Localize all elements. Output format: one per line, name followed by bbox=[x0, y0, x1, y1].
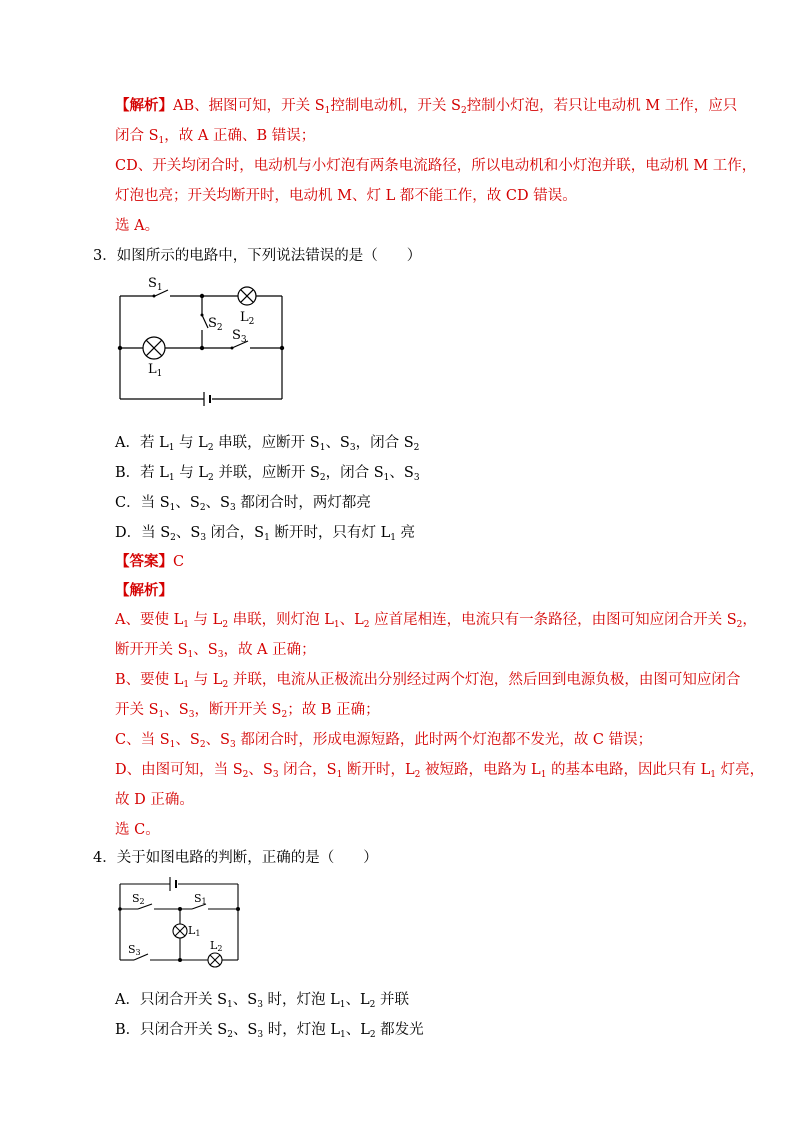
prev-analysis-line-4: 灯泡也亮；开关均断开时，电动机 M、灯 L 都不能工作，故 CD 错误。 bbox=[115, 188, 577, 204]
label-s2: S2 bbox=[132, 892, 145, 906]
q3-circuit-diagram bbox=[110, 275, 300, 415]
q3-option-b[interactable]: B．若 $L_1$ 与 $L_2$ 并联，应断开 $S_2$，闭合 $S_1$、$S_3$ bbox=[115, 465, 420, 483]
lamp-l1-icon bbox=[173, 924, 187, 938]
q3-option-d[interactable]: D．当 $S_2$、$S_3$ 闭合，$S_1$ 断开时，只有灯 $L_1$ 亮 bbox=[115, 525, 416, 543]
q3-answer: 【答案】C bbox=[115, 553, 185, 570]
q3-explain-d-2: 故 D 正确。 bbox=[115, 792, 194, 808]
label-s3: S3 bbox=[128, 943, 141, 957]
prev-analysis-line-3: CD、开关均闭合时，电动机与小灯泡有两条电流路径，所以电动机和小灯泡并联，电动机 M 工作， bbox=[115, 158, 757, 174]
question-4-stem: 4．关于如图电路的判断，正确的是（ ） bbox=[93, 850, 378, 866]
label-l2: L2 bbox=[210, 939, 223, 953]
q3-explain-a-2: 断开开关 $S_1$、$S_3$，故 A 正确； bbox=[115, 642, 316, 660]
q3-explain-c: C、当 $S_1$、$S_2$、$S_3$ 都闭合时，形成电源短路，此时两个灯泡都不发光，故 C 错误； bbox=[115, 732, 653, 750]
q3-explain-b-1: B、要使 $L_1$ 与 $L_2$ 并联，电流从正极流出分别经过两个灯泡，然后回到电源负极，由图可知应闭合 bbox=[115, 672, 741, 690]
label-l1: L1 bbox=[188, 924, 201, 938]
label-s1: $S_1$ bbox=[148, 276, 163, 293]
prev-analysis-conclusion: 选 A。 bbox=[115, 218, 160, 234]
q3-explain-d-1: D、由图可知，当 $S_2$、$S_3$ 闭合，$S_1$ 断开时，$L_2$ 被短路，电路为 $L_1$ 的基本电路，因此只有 $L_1$ 灯亮， bbox=[115, 762, 765, 780]
q4-option-b[interactable]: B．只闭合开关 $S_2$、$S_3$ 时，灯泡 $L_1$、$L_2$ 都发光 bbox=[115, 1022, 424, 1040]
q3-option-a[interactable]: A．若 $L_1$ 与 $L_2$ 串联，应断开 $S_1$、$S_3$，闭合 $S_2$ bbox=[115, 435, 420, 453]
q3-explain-b-2: 开关 $S_1$、$S_3$，断开开关 $S_2$；故 B 正确； bbox=[115, 702, 380, 720]
q3-option-c[interactable]: C．当 $S_1$、$S_2$、$S_3$ 都闭合时，两灯都亮 bbox=[115, 495, 371, 513]
lamp-l2-icon bbox=[238, 287, 256, 305]
label-s1: S1 bbox=[194, 892, 207, 906]
label-l1: $L_1$ bbox=[148, 362, 163, 379]
q3-analysis-tag: 【解析】 bbox=[115, 582, 173, 599]
q3-explain-a-1: A、要使 $L_1$ 与 $L_2$ 串联，则灯泡 $L_1$、$L_2$ 应首尾相连，电流只有一条路径，由图可知应闭合开关 $S_2$， bbox=[115, 612, 757, 630]
q3-conclusion: 选 C。 bbox=[115, 822, 160, 838]
prev-analysis-line-2: 闭合 $S_1$，故 A 正确、B 错误； bbox=[115, 128, 316, 146]
analysis-tag: 【解析】 bbox=[115, 97, 173, 114]
lamp-l2-icon bbox=[208, 953, 222, 967]
label-l2: $L_2$ bbox=[240, 310, 255, 327]
label-s2: $S_2$ bbox=[208, 316, 223, 333]
lamp-l1-icon bbox=[143, 337, 165, 359]
question-3-stem: 3．如图所示的电路中，下列说法错误的是（ ） bbox=[93, 248, 422, 264]
q4-option-a[interactable]: A．只闭合开关 $S_1$、$S_3$ 时，灯泡 $L_1$、$L_2$ 并联 bbox=[115, 992, 409, 1010]
prev-analysis-line-1: 【解析】AB、据图可知，开关 $S_1$控制电动机，开关 $S_2$控制小灯泡，若只让电动机 M 工作，应只 bbox=[115, 97, 738, 116]
q4-circuit-diagram bbox=[110, 872, 245, 972]
label-s3: $S_3$ bbox=[232, 328, 247, 345]
